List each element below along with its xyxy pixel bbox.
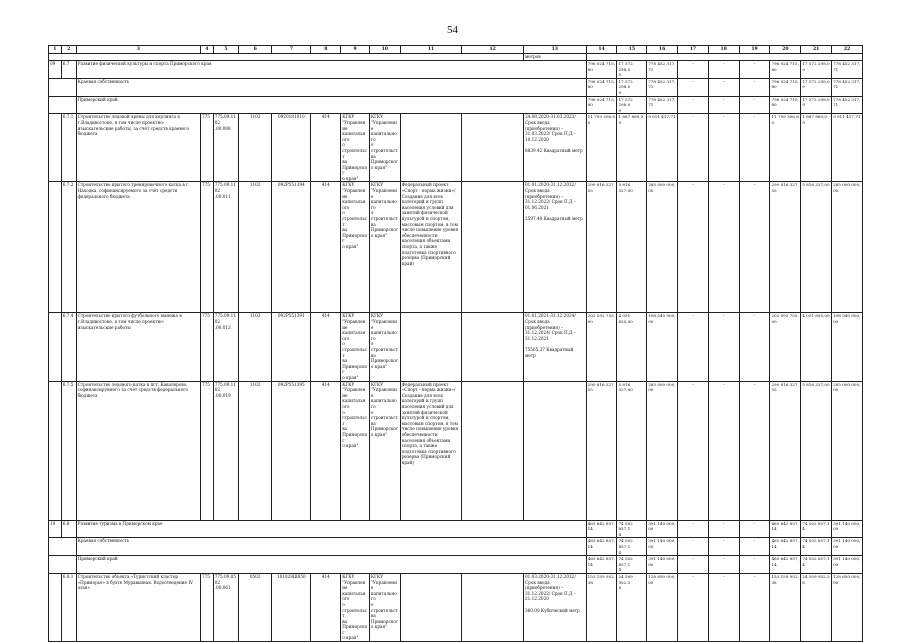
header-row (49, 46, 863, 54)
col-header: 5 (213, 46, 239, 54)
table-row: 6.7.1 Строительство ледовой арены для керлинга в г.Владивостоке, в том числе проектно-изыскательские работы, за счёт средств краевого бюджета 775 775.09.1102 .00.008 1102 0920181010 414 КГКУ "Управление капитального о строительст ва Приморског о края" КГКУ "Управление капитального о строительст ва Приморског о края" 24.08.2020-31.03.2023/ Срок ввода (приобретения) – 31.03.2023/ Срок П,Д – 10.12.2020 8839.42 Квадратный метр 11 799 306,8 0 1 887 889,0 9 9 911 417,71 - - - 11 799 306,8 0 1 887 889,0 9 9 911 417,71 (49, 114, 863, 182)
col-header: 11 (400, 46, 462, 54)
table-row: 09 6.7 Развитие физической культуры и спорта Приморского края 796 024 715, 80 17 572 298,0 9 778 452 317, 71 - - - 796 024 715, 80 17 572 298,0 9 778 452 317, 71 (49, 61, 863, 79)
col-header: 22 (832, 46, 863, 54)
col-header: 10 (369, 46, 400, 54)
investment-table (48, 45, 863, 642)
page-number: 54 (447, 24, 458, 36)
col-header: 8 (311, 46, 341, 54)
col-header: 21 (801, 46, 832, 54)
continuation-row (49, 54, 863, 61)
col-header: 4 (200, 46, 213, 54)
col-header: 7 (272, 46, 311, 54)
table-row: 6.7.2 Строительство крытого тренировочного катка в г. Находка, софинансируемого за счёт средств федерального бюджета 775 775.09.1102 .00.011 1102 092P551394 414 КГКУ "Управление капитального о строительст ва Приморског о края" КГКУ "Управление капитального о строительст ва Приморског о края" Федеральный проект «Спорт - норма жизни»/Создание для всех категорий и групп населения условий для занятий физической культурой и спортом, массовым спортом, в том числе повышение уровня обеспеченности населения объектами спорта, а также подготовка спортивного резерва (Приморский край) 01.01.2020-31.12.2022/ Срок ввода (приобретения) – 31.12.2022/ Срок П,Д – 01.06.2021 2597.40 Квадратный метр 290 816 327, 55 5 816 327,00 285 000 000, 00 - - - 290 816 327, 55 5 816 327,00 285 000 000, 00 (49, 182, 863, 313)
col-header: 19 (739, 46, 770, 54)
col-header: 12 (462, 46, 524, 54)
table-row: 10 6.8 Развитие туризма в Приморском крае 465 642 857, 14 74 502 857,1 4 391 140 000, 00 - - - 465 642 857, 14 74 502 857,1 4 391 140 000, 00 (49, 520, 863, 538)
section-title: Развитие туризма в Приморском крае (76, 520, 586, 538)
table-row: 6.7.5 Строительство ледового катка в пгт. Кавалерово, софинансируемого за счёт средств федерального бюджета 775 775.09.1102 .00.019 1102 092P551395 414 КГКУ "Управление капитального о строительст ва Приморског о края" КГКУ "Управление капитального о строительст ва Приморског о края" Федеральный проект «Спорт - норма жизни»/Создание для всех категорий и групп населения условий для занятий физической культурой и спортом, массовым спортом, в том числе повышение уровня обеспеченности населения объектами спорта, а также подготовка спортивного резерва (Приморский край) 290 816 327, 55 5 816 327,00 285 000 000, 00 - - - 290 816 327, 55 5 816 327,00 285 000 000, 00 (49, 381, 863, 520)
col-header: 2 (61, 46, 76, 54)
table-row: 6.7.4 Строительство крытого футбольного манежа в г.Владивостоке, в том числе проектно-изыскательские работы 775 775.09.1102 .00.013 1102 092P551391 414 КГКУ "Управление капитального о строительст ва Приморског о края" КГКУ "Управление капитального о строительст ва Приморског о края" 01.01.2021-31.12.2024/ Срок ввода (приобретения) – 31.12.2024/ Срок П,Д – 31.12.2021 75565.37 Квадратный метр 202 592 755, 00 4 051 855,00 198 540 900, 00 - - - 202 592 755, 00 4 051 855,00 198 540 900, 00 (49, 313, 863, 381)
table-row: 6.8.1 Строительство объекта «Туристский кластер «Приморье» в бухте Муравьиная. Водоотведение IV этап» 775 775.09.0502 .00.061 0502 101028Ш850 414 КГКУ "Управление капитального о строительст ва Приморског о края" КГКУ "Управление капитального о строительст ва Приморског о края" 01.03.2020-31.12.2022/ Срок ввода (приобретения) – 31.12.2022/ Срок П,Д – 21.12.2020 360.00 Кубический метр 153 159 952, 38 24 509 952,3 8 128 650 000, 00 - - - 153 159 952, 38 24 509 952,3 8 128 650 000, 00 (49, 573, 863, 641)
col-header: 17 (678, 46, 709, 54)
section-title: Развитие физической культуры и спорта Приморского края (76, 61, 586, 79)
table-row: Приморский край 465 642 857, 14 74 502 857,1 4 391 140 000, 00 - - - 465 642 857, 14 74 502 857,1 4 391 140 000, 00 (49, 556, 863, 574)
col-header: 16 (647, 46, 678, 54)
col-header: 13 (523, 46, 586, 54)
col-header: 1 (49, 46, 62, 54)
table-row: Краевая собственность 465 642 857, 14 74 502 857,1 4 391 140 000, 00 - - - 465 642 857, 14 74 502 857,1 4 391 140 000, 00 (49, 538, 863, 556)
table-row: Краевая собственность 796 024 715, 80 17 572 298,0 9 778 452 317, 71 - - - 796 024 715, 80 17 572 298,0 9 778 452 317, 71 (49, 78, 863, 96)
col-header: 15 (617, 46, 647, 54)
col-header: 6 (239, 46, 272, 54)
continuation-text: метров (523, 54, 586, 61)
col-header: 3 (76, 46, 200, 54)
col-header: 20 (770, 46, 801, 54)
col-header: 18 (708, 46, 739, 54)
col-header: 9 (341, 46, 370, 54)
col-header: 14 (586, 46, 617, 54)
table-row: Приморский край 796 024 715, 80 17 572 298,0 9 778 452 317, 71 - - - 796 024 715, 80 17 572 298,0 9 778 452 317, 71 (49, 96, 863, 114)
